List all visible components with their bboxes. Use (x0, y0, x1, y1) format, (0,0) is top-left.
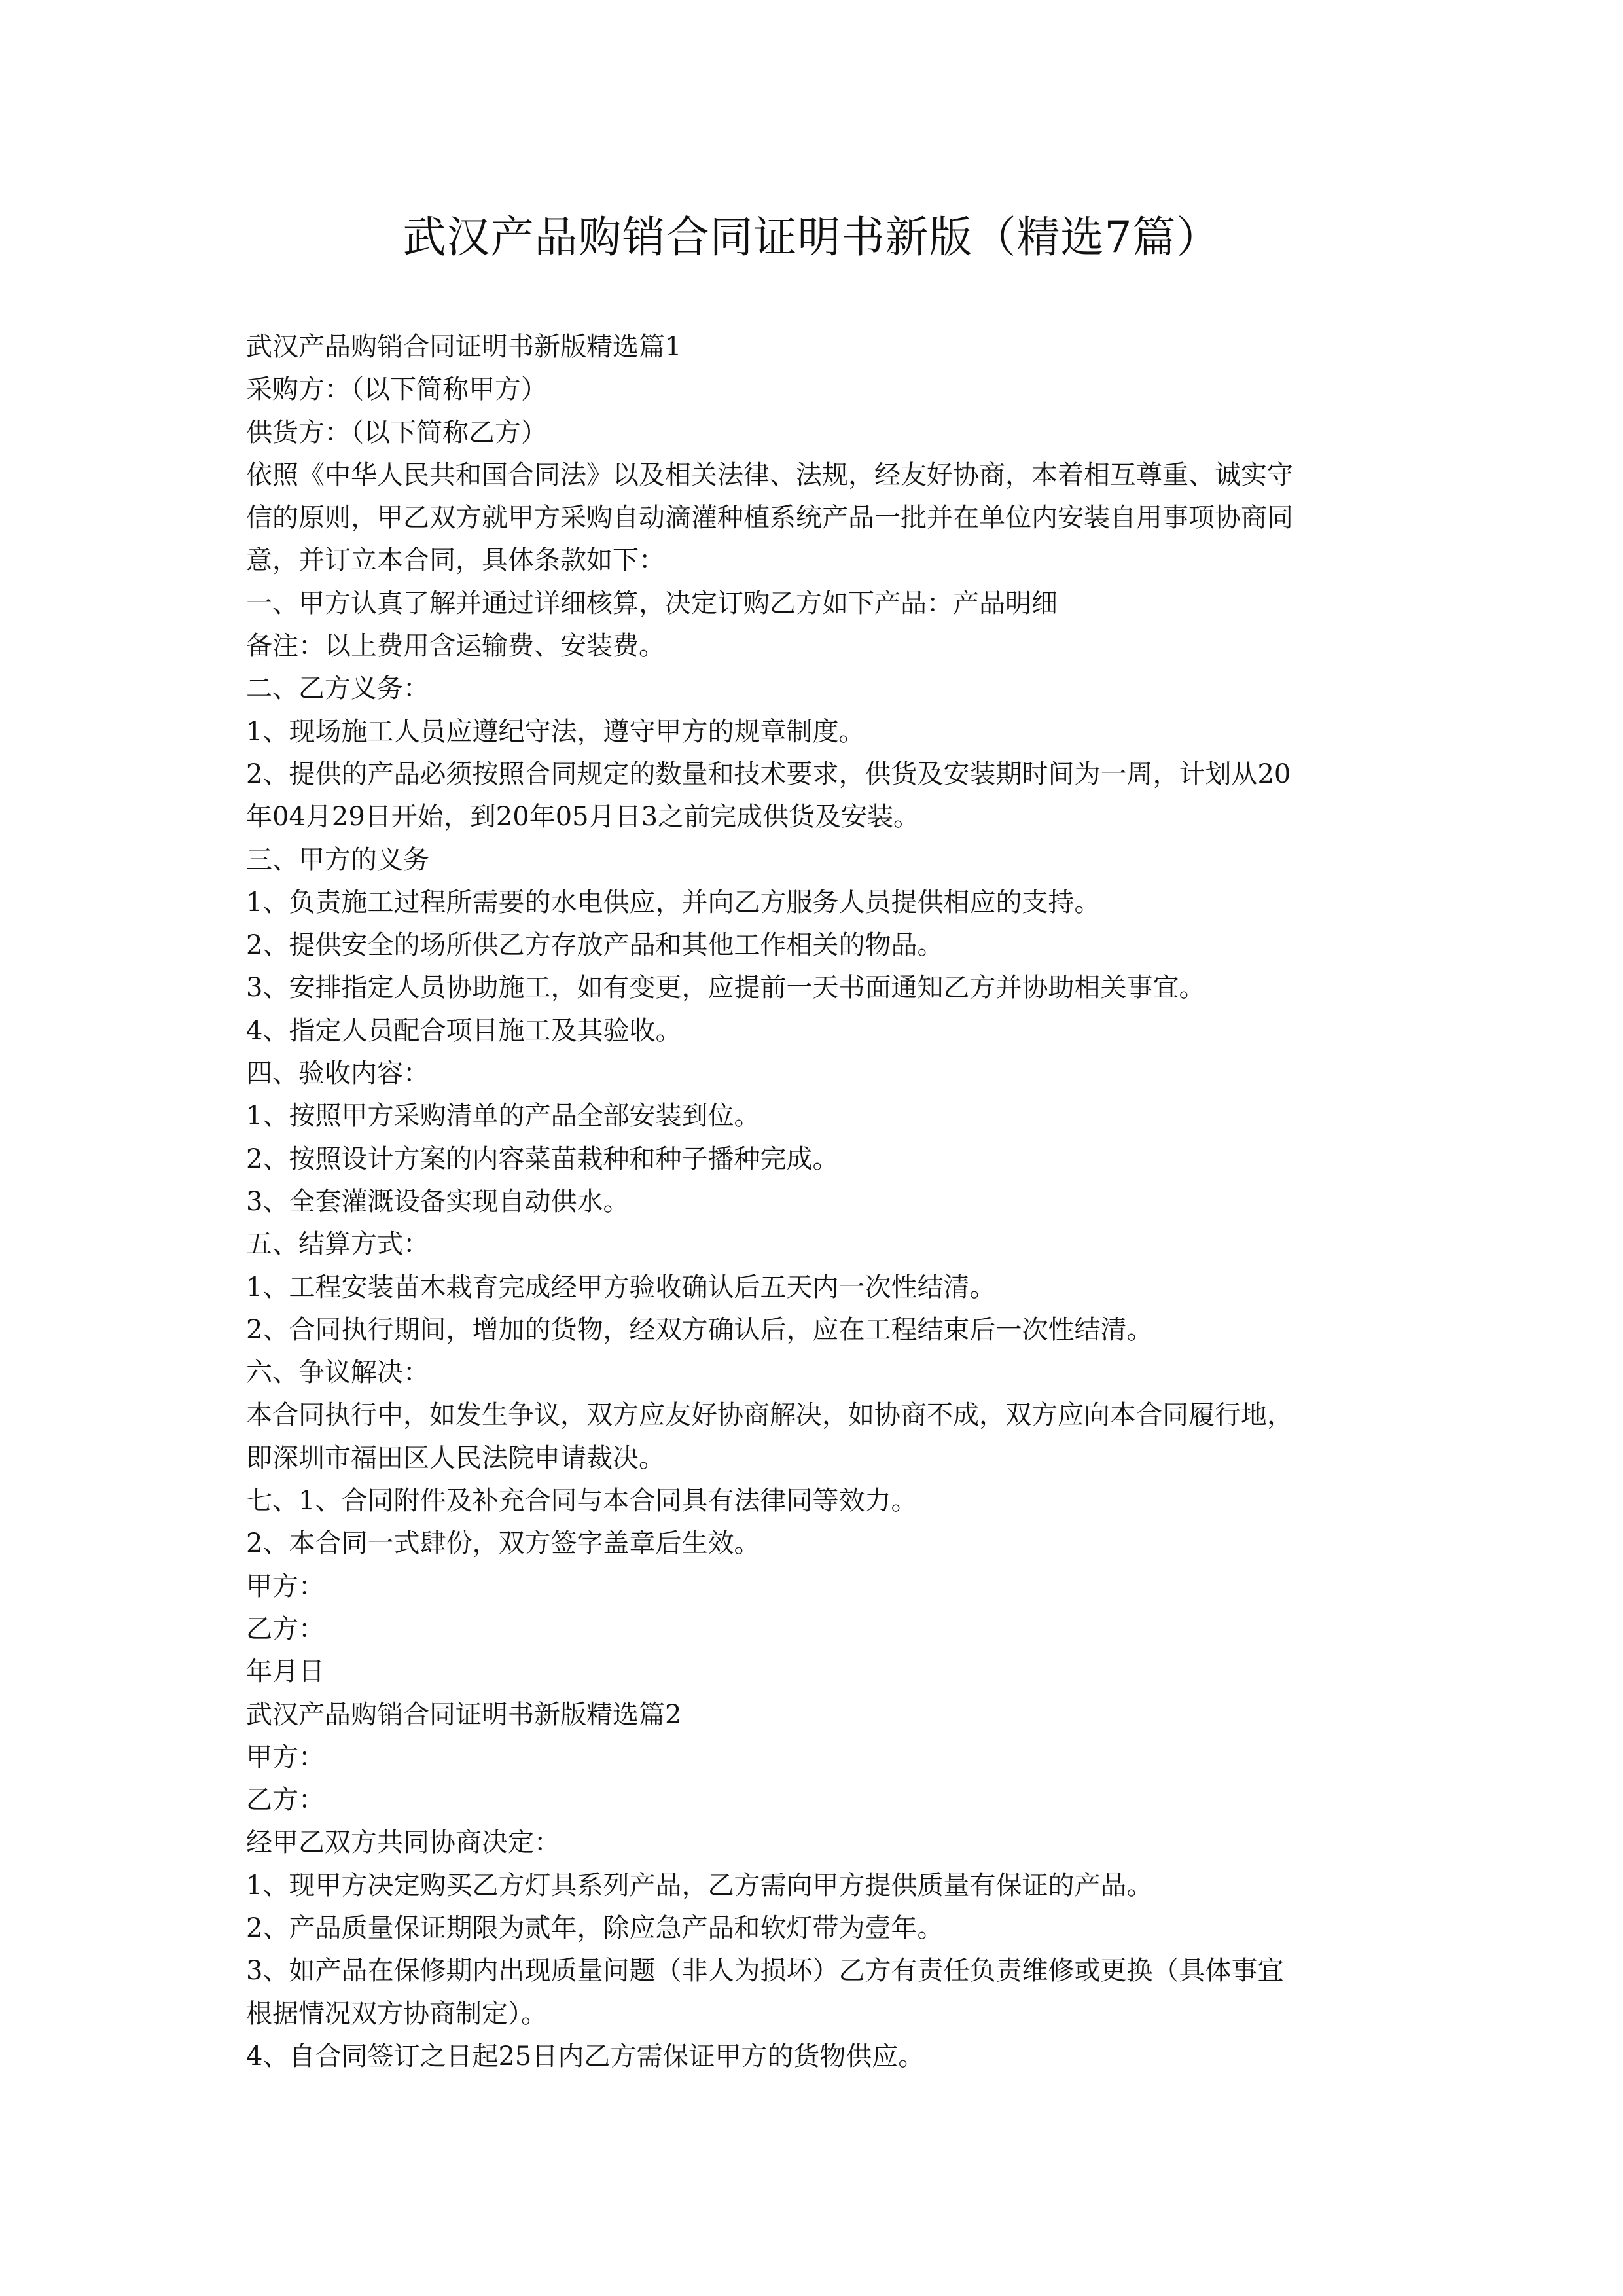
clause-item: 1、负责施工过程所需要的水电供应，并向乙方服务人员提供相应的支持。 (246, 887, 1101, 918)
party-a-line: 甲方： (246, 1742, 325, 1772)
clause-item: 根据情况双方协商制定）。 (246, 1998, 547, 2029)
document-body (246, 326, 1398, 2078)
clause-item: 本合同执行中，如发生争议，双方应友好协商解决，如协商不成，双方应向本合同履行地， (246, 1400, 1293, 1431)
clause-heading: 六、争议解决： (246, 1357, 429, 1388)
clause-item: 2、提供的产品必须按照合同规定的数量和技术要求，供货及安装期时间为一周，计划从20 (246, 759, 1291, 789)
preamble-line: 信的原则，甲乙双方就甲方采购自动滴灌种植系统产品一批并在单位内安装自用事项协商同 (246, 503, 1293, 533)
clause-heading: 一、甲方认真了解并通过详细核算，决定订购乙方如下产品：产品明细 (246, 588, 1058, 619)
clause-item: 1、现甲方决定购买乙方灯具系列产品，乙方需向甲方提供质量有保证的产品。 (246, 1870, 1153, 1901)
clause-heading: 三、甲方的义务 (246, 844, 429, 875)
clause-item: 七、1、合同附件及补充合同与本合同具有法律同等效力。 (246, 1486, 918, 1516)
section-heading-part-2: 武汉产品购销合同证明书新版精选篇2 (246, 1699, 682, 1730)
preamble-line: 依照《中华人民共和国合同法》以及相关法律、法规，经友好协商，本着相互尊重、诚实守 (246, 459, 1293, 490)
clause-heading: 四、验收内容： (246, 1058, 429, 1089)
clause-item: 即深圳市福田区人民法院申请裁决。 (246, 1443, 665, 1473)
clause-item: 2、产品质量保证期限为贰年，除应急产品和软灯带为壹年。 (246, 1912, 944, 1943)
clause-item: 4、自合同签订之日起25日内乙方需保证甲方的货物供应。 (246, 2041, 925, 2072)
preamble-line: 意，并订立本合同，具体条款如下： (246, 545, 665, 576)
clause-item: 1、现场施工人员应遵纪守法，遵守甲方的规章制度。 (246, 716, 865, 747)
clause-item: 3、如产品在保修期内出现质量问题（非人为损坏）乙方有责任负责维修或更换（具体事宜 (246, 1956, 1284, 1986)
signature-party-b: 乙方： (246, 1613, 325, 1644)
clause-item: 2、合同执行期间，增加的货物，经双方确认后，应在工程结束后一次性结清。 (246, 1314, 1153, 1345)
signature-date: 年月日 (246, 1657, 325, 1687)
buyer-line: 采购方：（以下简称甲方） (246, 374, 547, 405)
section-heading-part-1: 武汉产品购销合同证明书新版精选篇1 (246, 332, 682, 362)
preamble-line: 经甲乙双方共同协商决定： (246, 1827, 560, 1858)
remark-line: 备注：以上费用含运输费、安装费。 (246, 631, 665, 662)
clause-heading: 二、乙方义务： (246, 673, 429, 704)
clause-item: 2、本合同一式肆份，双方签字盖章后生效。 (246, 1528, 760, 1559)
clause-item: 2、按照设计方案的内容菜苗栽种和种子播种完成。 (246, 1143, 839, 1174)
document-title: 武汉产品购销合同证明书新版（精选7篇） (402, 212, 1221, 262)
supplier-line: 供货方：（以下简称乙方） (246, 417, 547, 448)
signature-party-a: 甲方： (246, 1571, 325, 1602)
clause-heading: 五、结算方式： (246, 1229, 429, 1260)
party-b-line: 乙方： (246, 1785, 325, 1816)
clause-item: 3、全套灌溉设备实现自动供水。 (246, 1186, 630, 1217)
clause-item: 4、指定人员配合项目施工及其验收。 (246, 1015, 682, 1046)
clause-item: 3、安排指定人员协助施工，如有变更，应提前一天书面通知乙方并协助相关事宜。 (246, 973, 1205, 1003)
clause-item: 1、按照甲方采购清单的产品全部安装到位。 (246, 1101, 760, 1132)
clause-item: 2、提供安全的场所供乙方存放产品和其他工作相关的物品。 (246, 930, 944, 961)
clause-item: 1、工程安装苗木栽育完成经甲方验收确认后五天内一次性结清。 (246, 1272, 996, 1302)
clause-item: 年04月29日开始，到20年05月日3之前完成供货及安装。 (246, 802, 920, 833)
